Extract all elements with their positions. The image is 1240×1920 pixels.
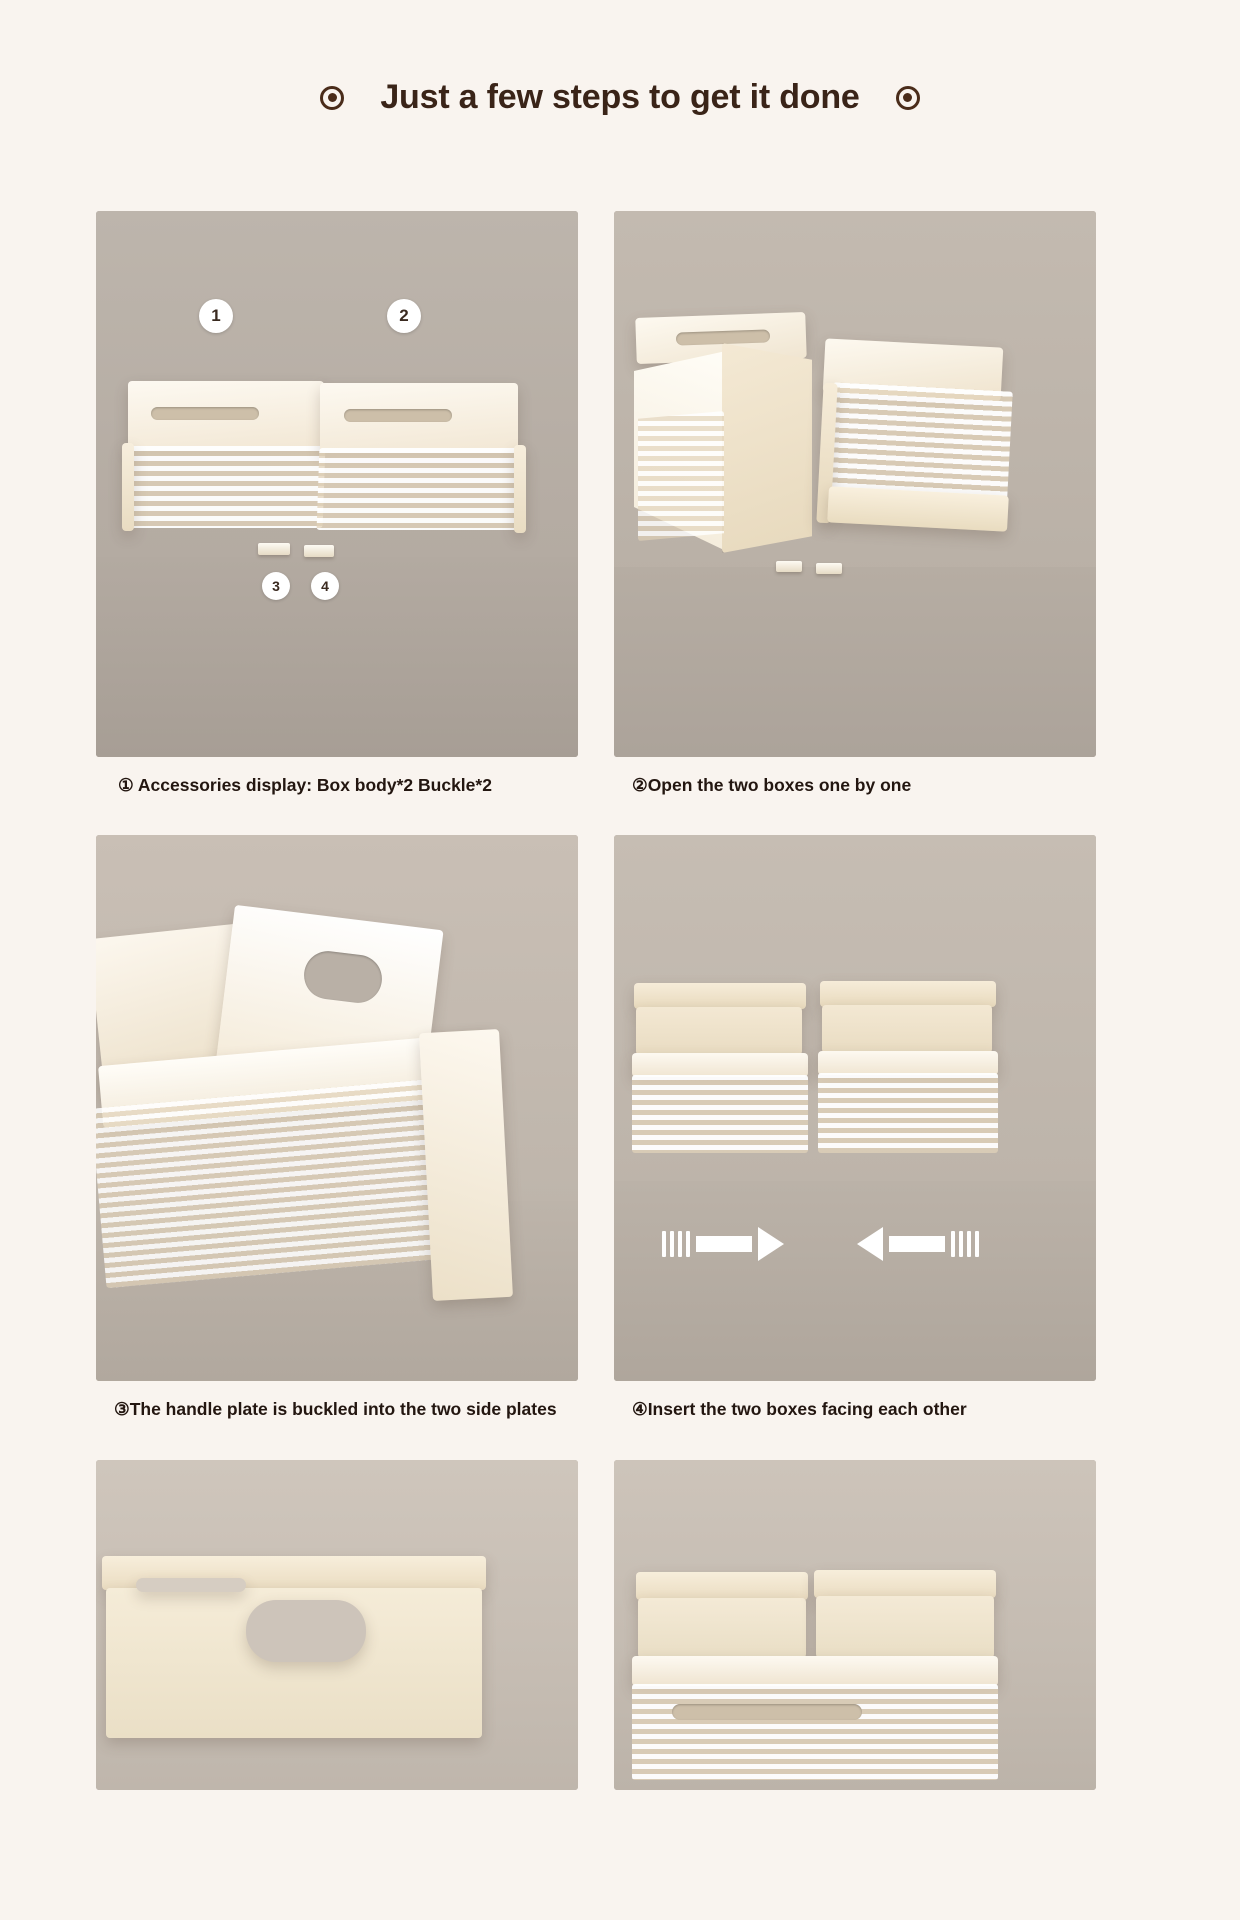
step-1-caption: ① Accessories display: Box body*2 Buckle*2 [118,775,492,795]
buckle-1 [776,561,802,572]
box-right-mid-rail [818,1051,998,1075]
page-header [0,0,1240,117]
box-front-right-side [419,1029,513,1301]
arrow-left-icon [857,1227,979,1261]
photo-floor [614,1181,1096,1381]
box-1-ribbed-panel [638,411,724,541]
step-2-photo [614,211,1096,757]
bullseye-icon-right [896,86,920,110]
arrow-left-lines [951,1231,979,1257]
step-2-caption: ②Open the two boxes one by one [632,775,912,795]
box-slot [136,1578,246,1592]
marker-1: 1 [199,299,233,333]
buckle-1 [258,543,290,555]
arrow-right-lines [662,1231,690,1257]
box-body-2-handle-slot [344,409,452,422]
marker-2: 2 [387,299,421,333]
step-card-3 [96,835,578,1421]
box-right-rim [814,1570,996,1598]
step-3-photo [96,835,578,1381]
box-handle-opening [246,1600,366,1662]
box-right-rim [820,981,996,1007]
box-right-inner [816,1596,994,1658]
buckle-2 [304,545,334,557]
step-5-photo [96,1460,578,1790]
step-card-6 [614,1460,1096,1807]
step-4-photo [614,835,1096,1381]
box-mid-rail [632,1656,998,1686]
box-left-inner [638,1598,806,1658]
box-body-1-ribbed-face [123,446,326,528]
step-1-photo [96,211,578,757]
box-left-inner [636,1007,802,1055]
box-left-rim [636,1572,808,1600]
box-body-1-side-edge [122,443,134,531]
marker-4: 4 [311,572,339,600]
box-front-slot [672,1704,862,1720]
box-right-inner [822,1005,992,1053]
step-card-1 [96,211,578,797]
arrow-right-icon [662,1227,784,1261]
photo-floor [614,567,1096,757]
arrow-right-head [758,1227,784,1261]
box-ribbed-face [632,1684,998,1780]
bullseye-icon-left [320,86,344,110]
page-title: Just a few steps to get it done [380,78,860,116]
box-left-mid-rail [632,1053,808,1077]
box-left-ribbed-face [632,1075,808,1153]
step-card-2 [614,211,1096,797]
steps-grid [0,211,1240,1845]
box-body-2-side-edge [514,445,526,533]
arrow-right-body [696,1236,752,1252]
box-body-2-ribbed-face [317,448,520,530]
step-card-4 [614,835,1096,1421]
arrow-left-body [889,1236,945,1252]
box-2-ribbed-panel [827,382,1013,501]
buckle-2 [816,563,842,574]
box-left-rim [634,983,806,1009]
box-1-right-wing [722,343,812,553]
box-body-1-handle-slot [151,407,259,420]
step-6-photo [614,1460,1096,1790]
step-3-caption: ③The handle plate is buckled into the two side plates [114,1399,557,1420]
box-right-ribbed-face [818,1073,998,1153]
marker-3: 3 [262,572,290,600]
arrow-left-head [857,1227,883,1261]
step-card-5 [96,1460,578,1807]
step-4-caption: ④Insert the two boxes facing each other [632,1399,967,1420]
